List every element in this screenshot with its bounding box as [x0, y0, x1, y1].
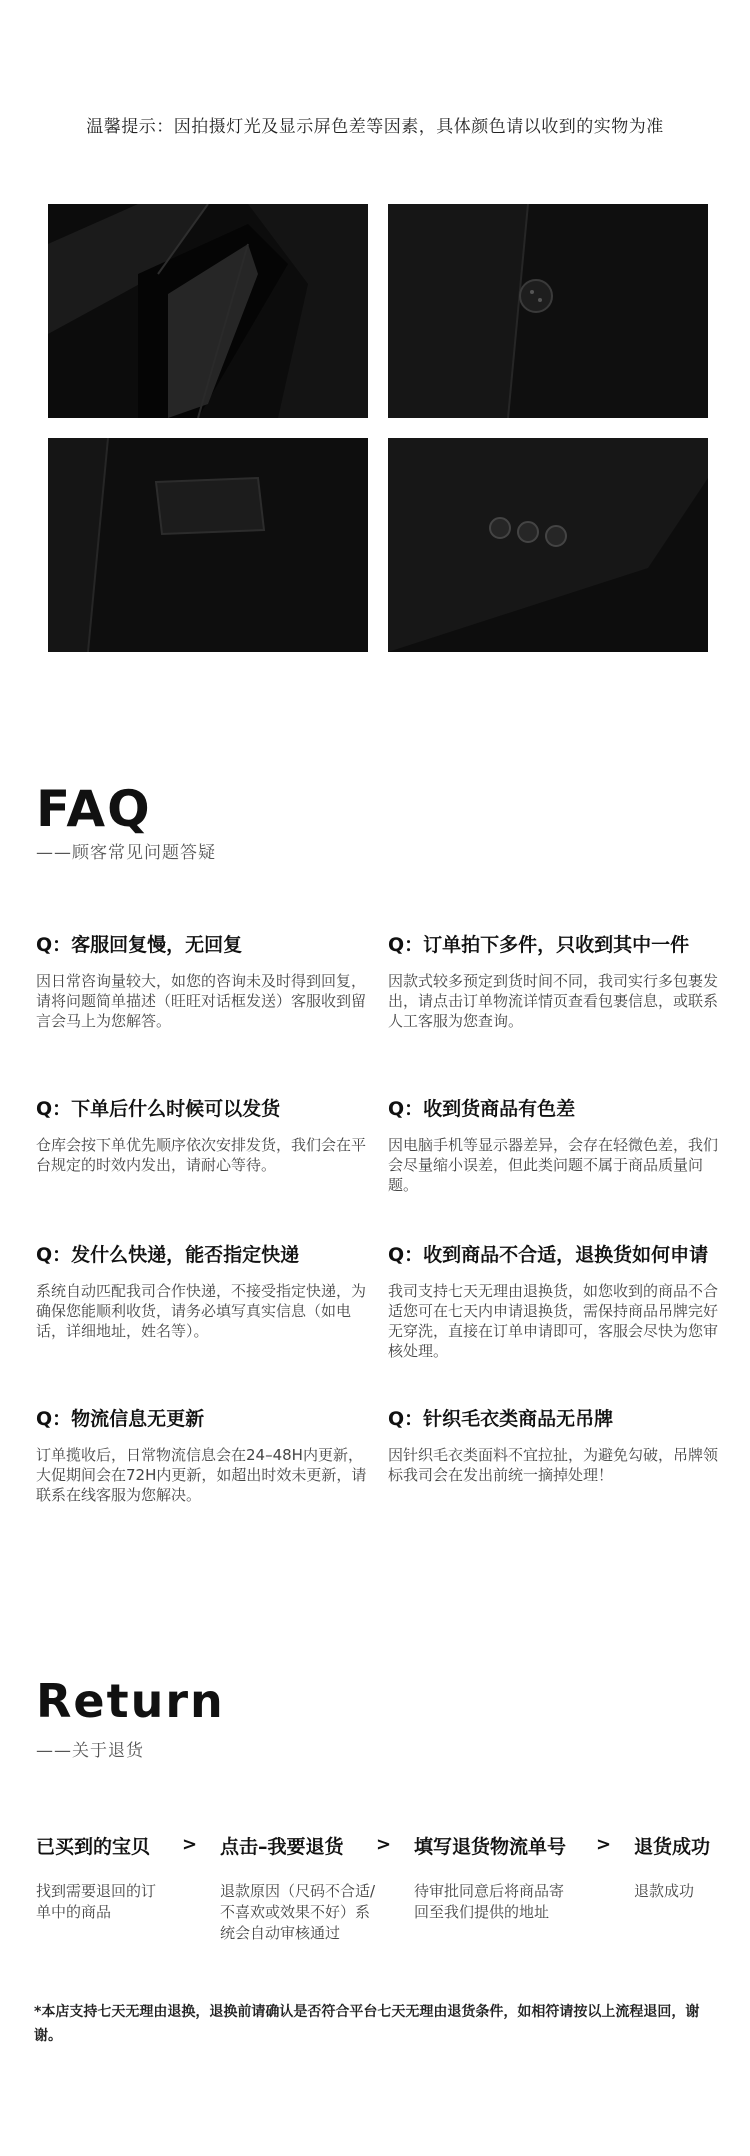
sleeve-buttons-closeup-photo — [388, 438, 708, 652]
return-step-desc: 找到需要退回的订单中的商品 — [36, 1882, 157, 1921]
return-step-desc: 待审批同意后将商品寄回至我们提供的地址 — [414, 1882, 565, 1921]
return-step-title: 已买到的宝贝 — [36, 1836, 151, 1858]
pocket-closeup-photo — [48, 438, 368, 652]
faq-item — [388, 1094, 728, 1195]
faq-item — [36, 1240, 376, 1341]
faq-answer: 仓库会按下单优先顺序依次安排发货，我们会在平台规定的时效内发出，请耐心等待。 — [36, 1136, 367, 1174]
faq-item — [388, 1404, 728, 1485]
return-step — [36, 1832, 166, 1923]
faq-item — [36, 1404, 376, 1505]
return-subtitle: ——关于退货 — [36, 1741, 144, 1761]
return-step — [220, 1832, 380, 1944]
faq-question: Q：针织毛衣类商品无吊牌 — [388, 1408, 614, 1430]
faq-question: Q：收到货商品有色差 — [388, 1098, 576, 1120]
color-notice: 温馨提示：因拍摄灯光及显示屏色差等因素，具体颜色请以收到的实物为准 — [86, 117, 664, 137]
step-arrow-icon: > — [596, 1834, 612, 1855]
return-title: Return — [36, 1674, 225, 1728]
return-step — [634, 1832, 734, 1902]
faq-answer: 因日常咨询量较大，如您的咨询未及时得到回复，请将问题简单描述（旺旺对话框发送）客服收到留言会马上为您解答。 — [36, 972, 367, 1030]
faq-answer: 订单揽收后，日常物流信息会在24–48H内更新，大促期间会在72H内更新，如超出时效未更新，请联系在线客服为您解决。 — [36, 1446, 367, 1504]
faq-answer: 因电脑手机等显示器差异，会存在轻微色差，我们会尽量缩小误差，但此类问题不属于商品质量问题。 — [388, 1136, 719, 1194]
faq-question: Q：发什么快递，能否指定快递 — [36, 1244, 300, 1266]
button-closeup-photo — [388, 204, 708, 418]
faq-item — [36, 1094, 376, 1175]
return-step-desc: 退款原因（尺码不合适/不喜欢或效果不好）系统会自动审核通过 — [220, 1882, 376, 1942]
faq-question: Q：订单拍下多件，只收到其中一件 — [388, 934, 690, 956]
step-arrow-icon: > — [182, 1834, 198, 1855]
return-step-title: 填写退货物流单号 — [414, 1836, 567, 1858]
step-arrow-icon: > — [376, 1834, 392, 1855]
faq-item — [36, 930, 376, 1031]
faq-answer: 因款式较多预定到货时间不同，我司实行多包裹发出，请点击订单物流详情页查看包裹信息，或联系人工客服为您查询。 — [388, 972, 719, 1030]
faq-answer: 系统自动匹配我司合作快递，不接受指定快递，为确保您能顺利收货，请务必填写真实信息（如电话，详细地址，姓名等）。 — [36, 1282, 367, 1340]
faq-question: Q：收到商品不合适，退换货如何申请 — [388, 1244, 709, 1266]
faq-question: Q：下单后什么时候可以发货 — [36, 1098, 281, 1120]
lapel-closeup-photo — [48, 204, 368, 418]
return-step-desc: 退款成功 — [634, 1882, 695, 1900]
faq-answer: 我司支持七天无理由退换货，如您收到的商品不合适您可在七天内申请退换货，需保持商品吊牌完好无穿洗，直接在订单申请即可，客服会尽快为您审核处理。 — [388, 1282, 719, 1360]
faq-answer: 因针织毛衣类面料不宜拉扯，为避免勾破，吊牌领标我司会在发出前统一摘掉处理！ — [388, 1446, 719, 1484]
faq-title: FAQ — [36, 780, 152, 838]
return-step-title: 退货成功 — [634, 1836, 711, 1858]
faq-question: Q：客服回复慢，无回复 — [36, 934, 243, 956]
return-policy-footnote: *本店支持七天无理由退换，退换前请确认是否符合平台七天无理由退货条件，如相符请按以上流程退回，谢谢。 — [34, 2004, 700, 2044]
return-step — [414, 1832, 584, 1923]
return-step-title: 点击–我要退货 — [220, 1836, 344, 1858]
faq-question: Q：物流信息无更新 — [36, 1408, 205, 1430]
faq-item — [388, 930, 728, 1031]
faq-subtitle: ——顾客常见问题答疑 — [36, 843, 216, 863]
faq-item — [388, 1240, 728, 1361]
